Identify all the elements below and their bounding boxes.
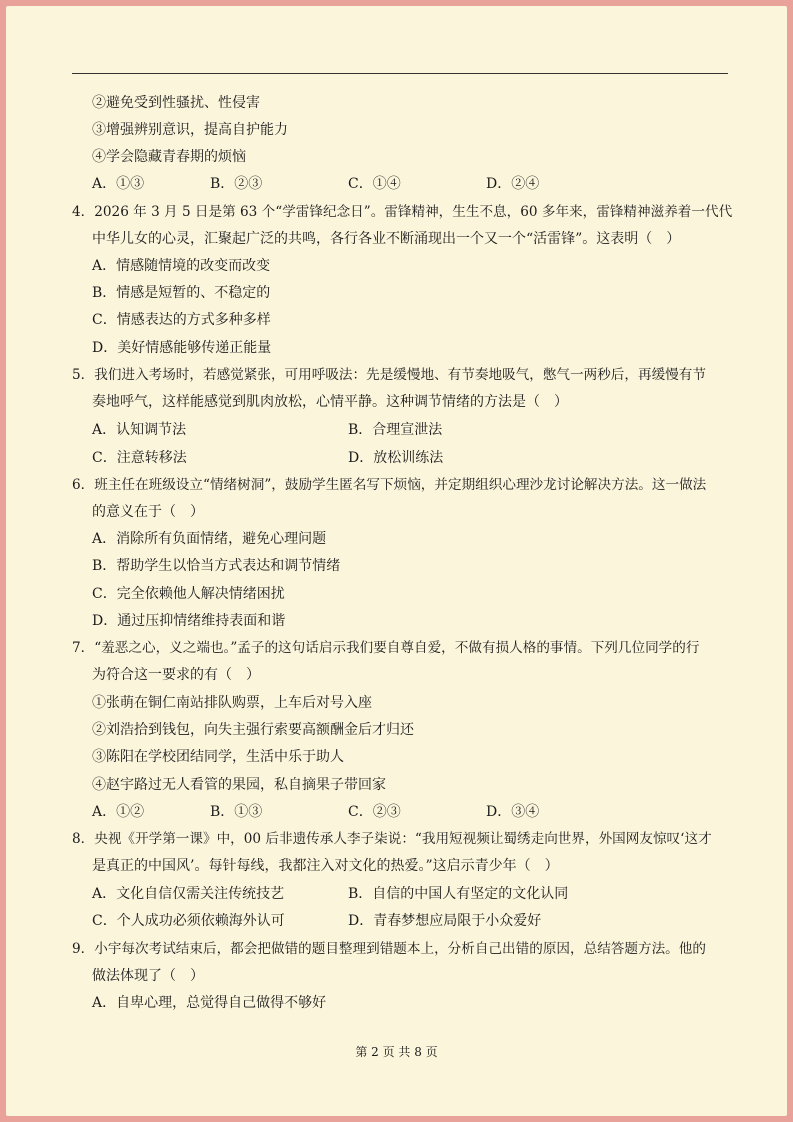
q3-option-d: D．②④ (486, 176, 540, 192)
q8-option-d: D．青春梦想应局限于小众爱好 (348, 913, 542, 929)
q7-statement-1: ①张萌在铜仁南站排队购票，上车后对号入座 (92, 695, 372, 711)
exam-page (6, 6, 787, 1116)
q6-option-a: A．消除所有负面情绪，避免心理问题 (92, 531, 327, 547)
q5-option-d: D．放松训练法 (348, 450, 444, 466)
q9-option-a: A．自卑心理，总觉得自己做得不够好 (92, 995, 327, 1011)
q7-option-b: B．①③ (210, 804, 263, 820)
q7-statement-3: ③陈阳在学校团结同学，生活中乐于助人 (92, 749, 344, 765)
q6-option-c: C．完全依赖他人解决情绪困扰 (92, 586, 285, 602)
q4-stem-line-1: 4．2026 年 3 月 5 日是第 63 个“学雷锋纪念日”。雷锋精神，生生不息，60 多年来，雷锋精神滋养着一代代 (72, 204, 733, 220)
q6-option-d: D．通过压抑情绪维持表面和谐 (92, 613, 286, 629)
q6-option-b: B．帮助学生以恰当方式表达和调节情绪 (92, 558, 341, 574)
q7-stem-line-2: 为符合这一要求的有（ ） (92, 667, 260, 683)
q7-option-c: C．②③ (348, 804, 401, 820)
q4-option-c: C．情感表达的方式多种多样 (92, 312, 271, 328)
q6-stem-line-2: 的意义在于（ ） (92, 504, 204, 520)
q4-option-b: B．情感是短暂的、不稳定的 (92, 285, 271, 301)
q7-stem-line-1: 7．“羞恶之心，义之端也。”孟子的这句话启示我们要自尊自爱，不做有损人格的事情。下列几位同学的行 (72, 640, 700, 656)
q5-option-b: B．合理宣泄法 (348, 422, 443, 438)
q5-stem-line-1: 5．我们进入考场时，若感觉紧张，可用呼吸法：先是缓慢地、有节奏地吸气，憋气一两秒后，再缓慢有节 (72, 367, 706, 383)
q9-stem-line-1: 9．小宇每次考试结束后，都会把做错的题目整理到错题本上，分析自己出错的原因，总结答题方法。他的 (72, 941, 706, 957)
q3-option-a: A．①③ (92, 176, 145, 192)
q4-option-a: A．情感随情境的改变而改变 (92, 258, 271, 274)
q8-stem-line-1: 8．央视《开学第一课》中，00 后非遗传承人李子柒说：“我用短视频让蜀绣走向世界，外国网友惊叹‘这才 (72, 831, 712, 847)
q3-statement-3: ③增强辨别意识，提高自护能力 (92, 122, 288, 138)
q7-option-d: D．③④ (486, 804, 540, 820)
q8-option-c: C．个人成功必须依赖海外认可 (92, 913, 285, 929)
q5-option-a: A．认知调节法 (92, 422, 187, 438)
q3-option-b: B．②③ (210, 176, 263, 192)
q8-option-a: A．文化自信仅需关注传统技艺 (92, 886, 285, 902)
q7-statement-2: ②刘浩拾到钱包，向失主强行索要高额酬金后才归还 (92, 722, 414, 738)
q3-statement-4: ④学会隐藏青春期的烦恼 (92, 149, 246, 165)
q7-option-a: A．①② (92, 804, 145, 820)
q8-stem-line-2: 是真正的中国风’。每针每线，我都注入对文化的热爱。”这启示青少年（ ） (92, 858, 559, 874)
q3-statement-2: ②避免受到性骚扰、性侵害 (92, 95, 260, 111)
page-footer: 第 2 页 共 8 页 (355, 1045, 438, 1059)
q9-stem-line-2: 做法体现了（ ） (92, 968, 204, 984)
q5-stem-line-2: 奏地呼气，这样能感觉到肌肉放松，心情平静。这种调节情绪的方法是（ ） (92, 394, 568, 410)
q3-option-c: C．①④ (348, 176, 401, 192)
q8-option-b: B．自信的中国人有坚定的文化认同 (348, 886, 569, 902)
q5-option-c: C．注意转移法 (92, 450, 187, 466)
header-rule (72, 73, 728, 74)
q4-option-d: D．美好情感能够传递正能量 (92, 340, 272, 356)
q4-stem-line-2: 中华儿女的心灵，汇聚起广泛的共鸣，各行各业不断涌现出一个又一个“活雷锋”。这表明（ ） (92, 231, 681, 247)
q7-statement-4: ④赵宇路过无人看管的果园，私自摘果子带回家 (92, 777, 386, 793)
q6-stem-line-1: 6．班主任在班级设立“情绪树洞”，鼓励学生匿名写下烦恼，并定期组织心理沙龙讨论解决方法。这一做法 (72, 477, 707, 493)
